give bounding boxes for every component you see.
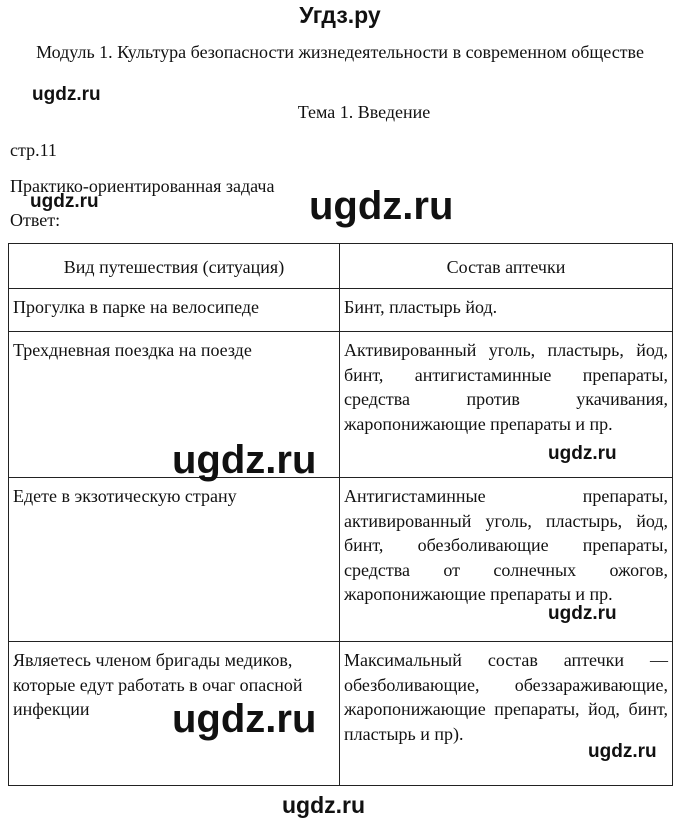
kit-cell: Максимальный состав аптечки — обезболивающие, обеззараживающие, жаропонижающие препараты, йод, бинт, пластырь и пр). (340, 642, 673, 786)
site-title: Угдз.ру (299, 2, 381, 28)
watermark: ugdz.ru (548, 603, 617, 624)
watermark: ugdz.ru (588, 741, 657, 762)
kit-cell: Активированный уголь, пластырь, йод, бинт, антигистаминные препараты, средства против укачивания, жаропонижающие препараты и пр. (340, 332, 673, 478)
table-header-row (9, 244, 673, 289)
situation-cell: Трехдневная поездка на поезде (9, 332, 340, 478)
situation-cell: Являетесь членом бригады медиков, которые едут работать в очаг опасной инфекции (9, 642, 340, 786)
page-number: стр.11 (10, 140, 57, 160)
answer-label: Ответ: (10, 210, 61, 230)
situation-cell: Прогулка в парке на велосипеде (9, 289, 340, 332)
table-row (9, 642, 673, 786)
column-header-situation: Вид путешествия (ситуация) (9, 244, 340, 289)
table-row (9, 289, 673, 332)
kit-cell: Антигистаминные препараты, активированный уголь, пластырь, йод, бинт, обезболивающие препараты, средства от солнечных ожогов, жаропонижающие препараты и пр. (340, 478, 673, 642)
topic-heading: Тема 1. Введение (297, 102, 431, 122)
watermark: ugdz.ru (172, 697, 317, 741)
watermark: ugdz.ru (282, 792, 366, 818)
watermark: ugdz.ru (30, 191, 99, 212)
watermark: ugdz.ru (309, 184, 454, 228)
column-header-kit: Состав аптечки (340, 244, 673, 289)
situation-cell: Едете в экзотическую страну (9, 478, 340, 642)
watermark: ugdz.ru (172, 438, 317, 482)
module-heading: Модуль 1. Культура безопасности жизнедеятельности в современном обществе (36, 42, 644, 62)
kit-cell: Бинт, пластырь йод. (340, 289, 673, 332)
first-aid-kit-table (8, 243, 673, 786)
watermark: ugdz.ru (548, 443, 617, 464)
task-title: Практико-ориентированная задача (10, 176, 275, 196)
watermark: ugdz.ru (32, 84, 101, 105)
